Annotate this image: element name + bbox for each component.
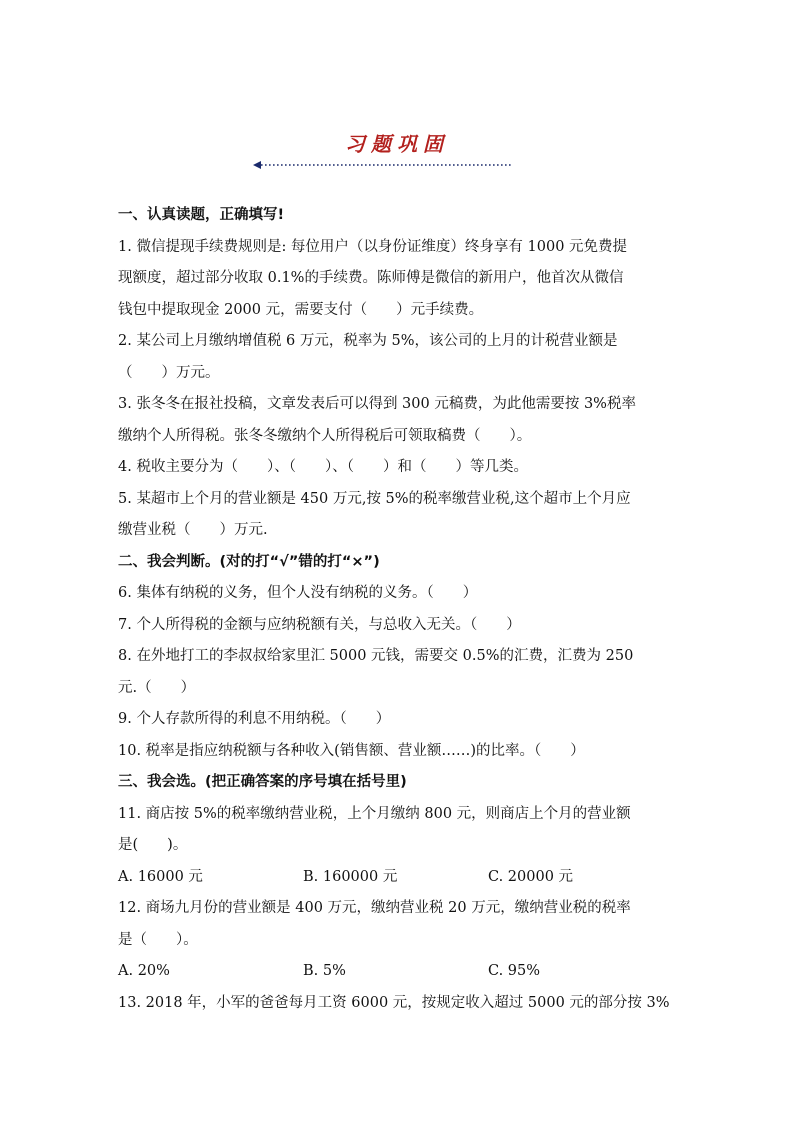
question-line: 12. 商场九月份的营业额是 400 万元，缴纳营业税 20 万元，缴纳营业税的税率 [118, 900, 631, 916]
options-row [118, 956, 678, 988]
worksheet-content [118, 200, 678, 1019]
question-line: 9. 个人存款所得的利息不用纳税。（ ） [118, 711, 391, 727]
question-line: 2. 某公司上月缴纳增值税 6 万元，税率为 5%，该公司的上月的计税营业额是 [118, 333, 618, 349]
question-line: 4. 税收主要分为（ ）、（ ）、（ ）和（ ）等几类。 [118, 459, 528, 475]
section-heading: 三、我会选。(把正确答案的序号填在括号里) [118, 774, 407, 790]
question-line: 3. 张冬冬在报社投稿，文章发表后可以得到 300 元稿费，为此他需要按 3%税率 [118, 396, 636, 412]
section-multiple-choice [118, 767, 678, 1019]
question-line: 7. 个人所得税的金额与应纳税额有关，与总收入无关。（ ） [118, 616, 521, 633]
option-c: C. 20000 元 [488, 868, 574, 885]
section-fill-in [118, 200, 678, 547]
question-line: 缴纳个人所得税。张冬冬缴纳个人所得税后可领取稿费（ ）。 [118, 427, 532, 444]
question-line: 6. 集体有纳税的义务，但个人没有纳税的义务。（ ） [118, 585, 478, 601]
section-heading: 二、我会判断。(对的打“√”错的打“×”) [118, 553, 380, 570]
section-heading: 一、认真读题，正确填写! [118, 207, 285, 223]
question-line: 1. 微信提现手续费规则是: 每位用户（以身份证维度）终身享有 1000 元免费提 [118, 238, 628, 255]
question-line: 8. 在外地打工的李叔叔给家里汇 5000 元钱，需要交 0.5%的汇费，汇费为 250 [118, 648, 634, 664]
question-line: 缴营业税（ ）万元. [118, 522, 268, 538]
title-divider-arrow [253, 160, 511, 170]
question-line: 13. 2018 年，小军的爸爸每月工资 6000 元，按规定收入超过 5000 元的部分按 3% [118, 994, 670, 1011]
question-line: （ ）万元。 [118, 364, 220, 381]
question-line: 11. 商店按 5%的税率缴纳营业税，上个月缴纳 800 元，则商店上个月的营业额 [118, 805, 631, 822]
page-title: 习题巩固 [345, 132, 449, 156]
question-line: 是（ ）。 [118, 931, 198, 948]
option-b: B. 5% [303, 963, 346, 979]
options-row [118, 862, 678, 894]
question-line: 元.（ ） [118, 679, 196, 696]
question-line: 10. 税率是指应纳税额与各种收入(销售额、营业额……)的比率。（ ） [118, 742, 585, 759]
option-a: A. 16000 元 [118, 868, 203, 885]
section-true-false [118, 547, 678, 768]
question-line: 现额度，超过部分收取 0.1%的手续费。陈师傅是微信的新用户，他首次从微信 [118, 270, 624, 286]
option-c: C. 95% [488, 963, 541, 979]
option-b: B. 160000 元 [303, 868, 398, 885]
question-line: 钱包中提取现金 2000 元，需要支付（ ）元手续费。 [118, 301, 484, 318]
question-line: 5. 某超市上个月的营业额是 450 万元,按 5%的税率缴营业税,这个超市上个月应 [118, 490, 631, 507]
title-area [0, 128, 794, 157]
question-line: 是( )。 [118, 837, 188, 853]
option-a: A. 20% [118, 963, 170, 979]
